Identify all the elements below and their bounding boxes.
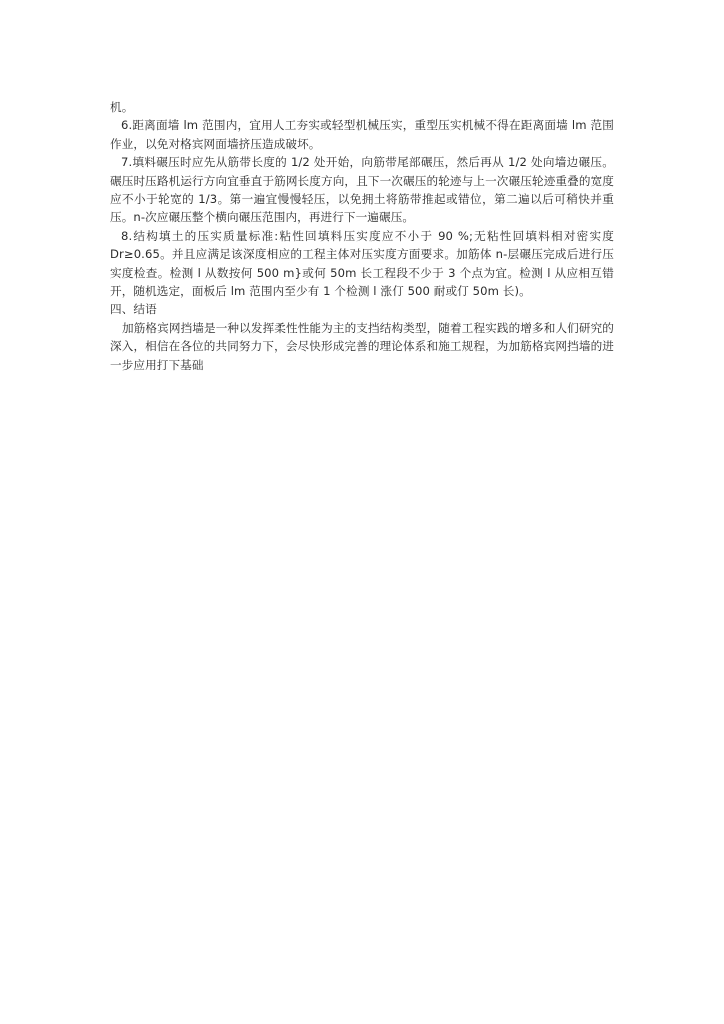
paragraph-conclusion: 加筋格宾网挡墙是一种以发挥柔性性能为主的支挡结构类型，随着工程实践的增多和人们研究的深入，相信在各位的共同努力下，会尽快形成完善的理论体系和施工规程，为加筋格宾网挡墙的进一步应用打下基础 [110,320,614,372]
paragraph-item-8: 8.结构填土的压实质量标准:粘性回填料压实度应不小于 90 %;无粘性回填料相对密实度 Dr≥0.65。并且应满足该深度相应的工程主体对压实度方面要求。加筋体 n-层碾压完成后进行压实度检查。检测 l 从数按何 500 m}或何 50m 长工程段不少于 3 个点为宜。检测 l 从应相互错开，随机选定，面板后 lm 范围内至少有 1 个检测 l 涨仃 500 耐或仃 50m 长)。 [110,228,614,299]
section-heading-conclusion: 四、结语 [110,302,157,317]
paragraph-item-6: 6.距离面墙 lm 范围内，宜用人工夯实或轻型机械压实，重型压实机械不得在距离面墙 lm 范围作业，以免对格宾网面墙挤压造成破坏。 [110,118,614,151]
paragraph-continuation: 机。 [110,100,134,114]
document-page [110,98,614,374]
paragraph-item-7: 7.填料碾压时应先从筋带长度的 1/2 处开始，向筋带尾部碾压，然后再从 1/2 处向墙边碾压。碾压时压路机运行方向宜垂直于筋网长度方向，且下一次碾压的轮迹与上一次碾压轮迹重叠的宽度应不小于轮宽的 1/3。第一遍宜慢慢轻压，以免拥土将筋带推起或错位，第二遍以后可稍快并重压。n-次应碾压整个横向碾压范围内，再进行下一遍碾压。 [110,155,614,225]
